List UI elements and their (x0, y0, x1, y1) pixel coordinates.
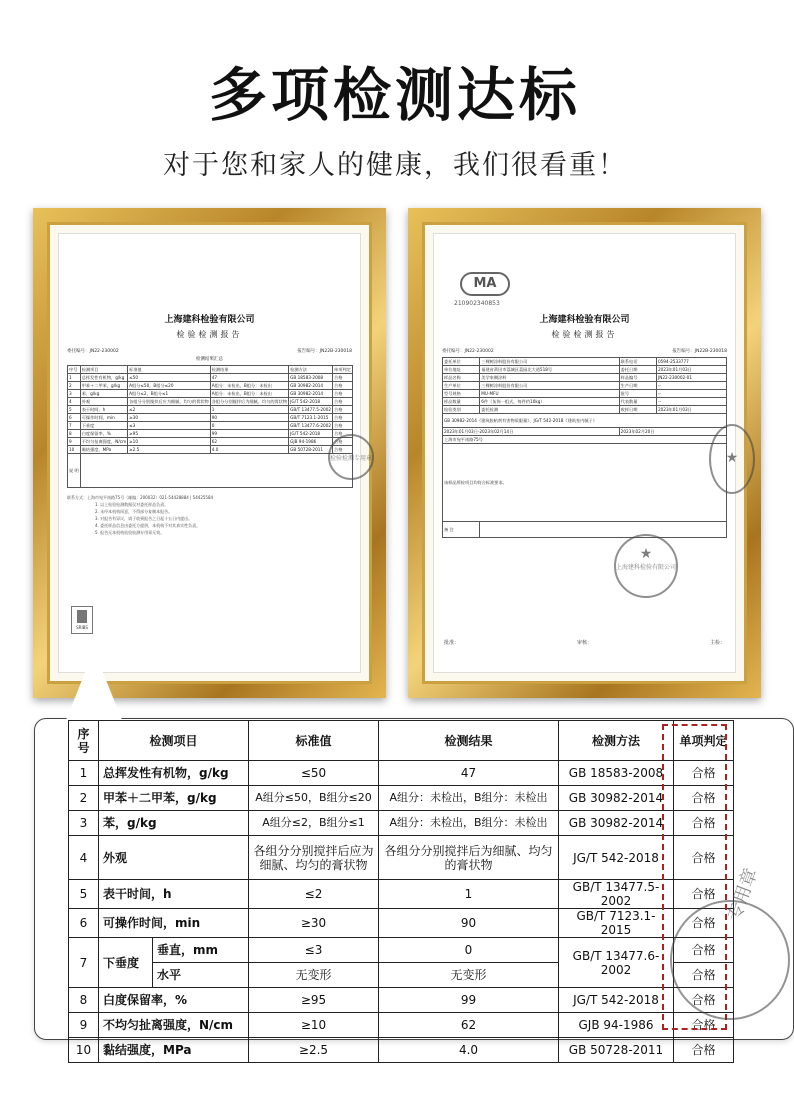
mini-cell: 合格 (333, 406, 353, 414)
cell-standard: A组分≤2，B组分≤1 (249, 811, 379, 836)
mini-cell: 单项判定 (334, 366, 351, 372)
left-cert-report-title: 检验检测报告 (176, 330, 243, 339)
cell-verdict: 合格 (674, 988, 734, 1013)
cell-standard: ≤50 (249, 761, 379, 786)
table-row (69, 1038, 734, 1063)
mini-cell: 不均匀扯离强度，N/cm (81, 438, 127, 444)
mini-cell: 10 (68, 446, 81, 454)
mini-cell: 7 (68, 422, 81, 430)
mini-cell (480, 522, 727, 538)
mini-cell: 2023年01月03日 (656, 406, 726, 414)
right-certificate-mat (422, 222, 747, 684)
mini-cell: 47 (210, 374, 288, 382)
mini-cell: 生产单位 (443, 382, 480, 390)
cell-method: GB/T 13477.5-2002 (559, 880, 674, 909)
table-header-row (69, 721, 734, 761)
mini-cell: 5 (68, 406, 81, 414)
mini-cell: 90 (210, 414, 288, 422)
zoom-pointer (66, 650, 122, 720)
mini-cell: 4 (68, 398, 81, 406)
mini-cell: 各组分分别搅拌后应为细腻、均匀的膏状物 (129, 398, 209, 404)
cell-verdict: 合格 (674, 938, 734, 963)
right-cert-seal (614, 534, 678, 598)
cell-verdict: 合格 (674, 880, 734, 909)
sribs-logo: SRIBS (71, 606, 93, 634)
left-certificate-frame (33, 208, 386, 698)
footer-line: 2. 未经本机构同意，不得部分复制本报告。 (95, 509, 173, 514)
mini-cell: MU-MFU (480, 390, 619, 398)
mini-cell: 2023年02月20日 (619, 428, 726, 436)
mini-cell: 委托检测 (480, 406, 619, 414)
mini-cell: 1 (210, 406, 288, 414)
mini-cell: 合格 (333, 414, 353, 422)
page-title: 多项检测达标 (208, 61, 581, 129)
mini-cell: 检测项目 (80, 366, 127, 374)
cell-item: 苯，g/kg (99, 811, 249, 836)
mini-cell: 联系电话 (619, 358, 656, 366)
header-standard: 标准值 (249, 721, 379, 761)
mini-cell: GB 30982-2014 (289, 390, 333, 398)
cell-item: 总挥发性有机物，g/kg (99, 761, 249, 786)
table-row (69, 880, 734, 909)
mini-cell: -- (656, 398, 726, 406)
mini-cell: 黏结强度，MPa (80, 446, 127, 454)
mini-cell: 下垂度 (80, 422, 127, 430)
header-no: 序号 (69, 721, 99, 761)
cell-result: A组分：未检出，B组分：未检出 (379, 786, 559, 811)
mini-cell: 合格 (333, 382, 353, 390)
mini-cell: ≥30 (128, 414, 211, 422)
inspection-stamp-text: 专用章 (723, 865, 762, 924)
mini-cell: 苯，g/kg (80, 390, 127, 398)
left-cert-seal: 检验检测专用章 (328, 434, 374, 480)
cell-method: GB 18583-2008 (559, 761, 674, 786)
cell-standard: ≥2.5 (249, 1038, 379, 1063)
left-cert-mini-table (67, 365, 353, 488)
cell-result: 0 (379, 938, 559, 963)
right-cert-report-title: 检验检测报告 (551, 330, 618, 339)
header-result: 检测结果 (379, 721, 559, 761)
mini-cell: 4.0 (210, 446, 288, 454)
mini-cell: 9 (68, 438, 81, 446)
mini-cell: JN22-230002-01 (656, 374, 726, 382)
mini-cell: GB 50728-2011 (289, 446, 333, 454)
cell-item: 不均匀扯离强度，N/cm (99, 1013, 249, 1038)
mini-cell: 0594-2533777 (656, 358, 726, 366)
mini-cell: 各组分分别搅拌后为细腻、均匀的膏状物 (211, 398, 288, 404)
mini-cell: 上海市宛平南路75号 (443, 436, 727, 444)
cell-result: 47 (379, 761, 559, 786)
cell-result: 90 (379, 909, 559, 938)
cell-standard: ≤2 (249, 880, 379, 909)
cell-no: 8 (69, 988, 99, 1013)
cell-item: 甲苯＋二甲苯，g/kg (99, 786, 249, 811)
mini-cell: 可操作时间，min (80, 414, 127, 422)
mini-cell: 6 (68, 414, 81, 422)
cell-method: GB/T 13477.6-2002 (559, 938, 674, 988)
mini-cell: GB 30982-2014《建筑胶粘剂有害物质限量》、JG/T 542-2018《建筑室内腻子》 (443, 414, 727, 428)
mini-cell: 2023年01月03日-2023年02月14日 (443, 428, 620, 436)
table-row (69, 988, 734, 1013)
right-cert-info-table (442, 357, 727, 538)
cell-result: 1 (379, 880, 559, 909)
mini-cell: 标准值 (128, 366, 211, 374)
footer-line: 1. 以上检验检测数据仅对委托样品负责。 (95, 502, 169, 507)
cell-no: 6 (69, 909, 99, 938)
right-certificate-frame (408, 208, 761, 698)
cell-result: 62 (379, 1013, 559, 1038)
cell-method: GB 50728-2011 (559, 1038, 674, 1063)
right-cert-report-no: 报告编号：JN22B-230018 (672, 349, 727, 354)
cell-method: GB 30982-2014 (559, 811, 674, 836)
cell-method: GB 30982-2014 (559, 786, 674, 811)
right-cert-seal-text: 上海建科检验有限公司 (616, 564, 677, 571)
mini-cell: 甲苯＋二甲苯，g/kg (80, 382, 127, 390)
mini-cell: 合格 (333, 446, 353, 454)
cell-subitem-horizontal: 水平 (153, 963, 249, 988)
right-cert-meta (442, 348, 727, 354)
cell-item: 黏结强度，MPa (99, 1038, 249, 1063)
cell-item: 表干时间，h (99, 880, 249, 909)
mini-cell: 6件（灰饰一组式，每件约10kg） (480, 398, 619, 406)
cell-method: JG/T 542-2018 (559, 836, 674, 880)
cell-result: 无变形 (379, 963, 559, 988)
table-row (69, 1013, 734, 1038)
mini-cell: ≤2 (128, 406, 211, 414)
table-row (69, 786, 734, 811)
left-certificate-document (58, 233, 373, 673)
mini-cell: ≥2.5 (128, 446, 211, 454)
mini-cell: 样品名称 (443, 374, 480, 382)
mini-cell: GB 30982-2014 (289, 382, 333, 390)
cell-no: 7 (69, 938, 99, 988)
mini-cell: ≥95 (128, 430, 211, 438)
mini-cell: 样品编号 (619, 374, 656, 382)
mini-cell: 美学家侧涂料 (480, 374, 619, 382)
header-verdict: 单项判定 (674, 721, 734, 761)
mini-cell: GB/T 7123.1-2015 (289, 414, 333, 422)
mini-cell: 合格 (333, 430, 353, 438)
table-row (69, 909, 734, 938)
mini-cell: 委托日期 (619, 366, 656, 374)
mini-cell: GB/T 13477.5-2002 (290, 407, 332, 412)
side-seal-star-icon: ★ (725, 450, 739, 466)
mini-cell: 三棵树涂料股份有限公司 (480, 358, 619, 366)
table-row (69, 836, 734, 880)
footer-line: 4. 委托样品信息由委托方提供，本机构不对其真实性负责。 (95, 523, 201, 528)
cell-standard: ≥30 (249, 909, 379, 938)
mini-cell: 99 (210, 430, 288, 438)
left-certificate-mat (47, 222, 372, 684)
header-method: 检测方法 (559, 721, 674, 761)
mini-cell: 单位地址 (443, 366, 480, 374)
cell-verdict: 合格 (674, 786, 734, 811)
cell-standard: ≥10 (249, 1013, 379, 1038)
mini-cell: 代表数量 (619, 398, 656, 406)
mini-cell: GB/T 13477.6-2002 (290, 423, 332, 428)
cell-verdict: 合格 (674, 909, 734, 938)
mini-cell: 2023年01月03日 (656, 366, 726, 374)
right-cert-side-seal (709, 424, 755, 494)
cell-no: 5 (69, 880, 99, 909)
mini-cell: GJB 94-1986 (289, 438, 333, 446)
cell-standard: A组分≤50，B组分≤20 (249, 786, 379, 811)
table-row (69, 811, 734, 836)
mini-cell: 三棵树涂料股份有限公司 (480, 382, 619, 390)
footer-line: 5. 报告无本机构检验检测专用章无效。 (95, 530, 165, 535)
cell-verdict: 合格 (674, 1038, 734, 1063)
cell-method: JG/T 542-2018 (559, 988, 674, 1013)
left-cert-footer (67, 494, 352, 536)
left-cert-meta (67, 348, 352, 354)
mini-cell: 检测方法 (289, 366, 333, 374)
footer-line: 联系方式：上海市宛平南路75号（邮编：200032）021-54428884 | 54425584 (67, 495, 214, 500)
sign-approve: 批准： (444, 640, 460, 646)
cell-standard: ≤3 (249, 938, 379, 963)
cell-result: 99 (379, 988, 559, 1013)
mini-cell: ≤3 (128, 422, 211, 430)
mini-cell: ≥10 (128, 438, 211, 446)
right-cert-entrust-no: 委托编号：JN22-230002 (442, 349, 494, 354)
cell-no: 4 (69, 836, 99, 880)
cell-item: 可操作时间，min (99, 909, 249, 938)
cell-no: 9 (69, 1013, 99, 1038)
cell-verdict: 合格 (674, 963, 734, 988)
right-cert-signatures (444, 639, 725, 646)
mini-cell: 表干时间，h (80, 406, 127, 414)
cell-verdict: 合格 (674, 811, 734, 836)
cell-no: 10 (69, 1038, 99, 1063)
mini-cell: GB 18583-2008 (289, 374, 333, 382)
mini-cell: 备 注 (443, 522, 480, 538)
cell-no: 3 (69, 811, 99, 836)
mini-cell: 检测结果 (210, 366, 288, 374)
cell-item: 白度保留率，% (99, 988, 249, 1013)
mini-cell: 总挥发性有机物，g/kg (80, 374, 127, 382)
header-item: 检测项目 (99, 721, 249, 761)
cma-logo: MA (460, 272, 510, 296)
mini-cell: A组分：未检出，B组分：未检出 (210, 390, 288, 398)
mini-cell: 型号规格 (443, 390, 480, 398)
mini-cell: 3 (68, 390, 81, 398)
cell-standard: 各组分分别搅拌后应为细腻、均匀的膏状物 (249, 836, 379, 880)
cell-no: 2 (69, 786, 99, 811)
cell-verdict: 合格 (674, 1013, 734, 1038)
seal-star-icon: ★ (639, 546, 653, 562)
mini-cell: 0 (210, 422, 288, 430)
cell-standard: ≥95 (249, 988, 379, 1013)
mini-cell: 收样日期 (619, 406, 656, 414)
mini-cell: A组分≤2，B组分≤1 (128, 390, 211, 398)
cell-no: 1 (69, 761, 99, 786)
mini-cell: 样品数量 (443, 398, 480, 406)
left-cert-entrust-no: 委托编号：JN22-230002 (67, 349, 119, 354)
cell-item: 外观 (99, 836, 249, 880)
cell-method: GB/T 7123.1-2015 (559, 909, 674, 938)
mini-cell: 生产日期 (619, 382, 656, 390)
mini-cell: 合格 (333, 398, 353, 406)
mini-cell: A组分：未检出，B组分：未检出 (210, 382, 288, 390)
mini-cell: 该样品所检项目均符合标准要求。 (443, 444, 727, 522)
cell-result: 各组分分别搅拌后为细腻、均匀的膏状物 (379, 836, 559, 880)
mini-cell: -- (656, 390, 726, 398)
cell-item: 下垂度 (99, 938, 153, 988)
mini-cell: 合格 (333, 438, 353, 446)
mini-cell: 8 (68, 430, 81, 438)
mini-cell: 合格 (333, 390, 353, 398)
cell-verdict: 合格 (674, 761, 734, 786)
mini-cell: 1 (68, 374, 81, 382)
mini-cell: 福建省莆田市荔城区荔园北大道518号 (480, 366, 619, 374)
mini-cell: 白度保留率，% (80, 430, 127, 438)
right-certificate-document (433, 233, 739, 673)
page-subtitle: 对于您和家人的健康，我们很看重！ (163, 150, 627, 181)
mini-cell (80, 454, 352, 488)
cell-standard: 无变形 (249, 963, 379, 988)
sign-inspect: 主检： (709, 640, 725, 646)
cma-number: 210902340853 (454, 300, 500, 307)
cell-result: A组分：未检出，B组分：未检出 (379, 811, 559, 836)
left-cert-company: 上海建科检验有限公司 (164, 315, 255, 325)
table-row (69, 761, 734, 786)
cell-verdict: 合格 (674, 836, 734, 880)
mini-cell: 序号 (68, 366, 81, 374)
mini-cell: 批号 (619, 390, 656, 398)
mini-cell: 62 (210, 438, 288, 446)
mini-cell: 委托单位 (443, 358, 480, 366)
left-cert-table-caption: 检测结果汇总 (196, 357, 223, 362)
mini-cell: 2 (68, 382, 81, 390)
mini-cell: -- (656, 382, 726, 390)
mini-cell: A组分≤50，B组分≤20 (128, 382, 211, 390)
cell-result: 4.0 (379, 1038, 559, 1063)
left-cert-report-no: 报告编号：JN22B-230018 (297, 349, 352, 354)
mini-cell: 检验类别 (443, 406, 480, 414)
mini-cell: 合格 (333, 422, 353, 430)
mini-cell: JG/T 542-2018 (289, 398, 333, 406)
mini-cell: ≤50 (128, 374, 211, 382)
mini-cell: 外观 (80, 398, 127, 406)
results-table (68, 720, 734, 1063)
mini-cell: JG/T 542-2018 (289, 430, 333, 438)
right-cert-company: 上海建科检验有限公司 (539, 315, 630, 325)
mini-cell: 说 明 (68, 454, 81, 488)
sign-review: 审核： (576, 640, 592, 646)
footer-line: 3. 对报告有异议，请于收到报告之日起十五日内提出。 (95, 516, 193, 521)
mini-cell: 合格 (333, 374, 353, 382)
cell-method: GJB 94-1986 (559, 1013, 674, 1038)
cell-subitem-vertical: 垂直，mm (153, 938, 249, 963)
table-row (69, 938, 734, 963)
